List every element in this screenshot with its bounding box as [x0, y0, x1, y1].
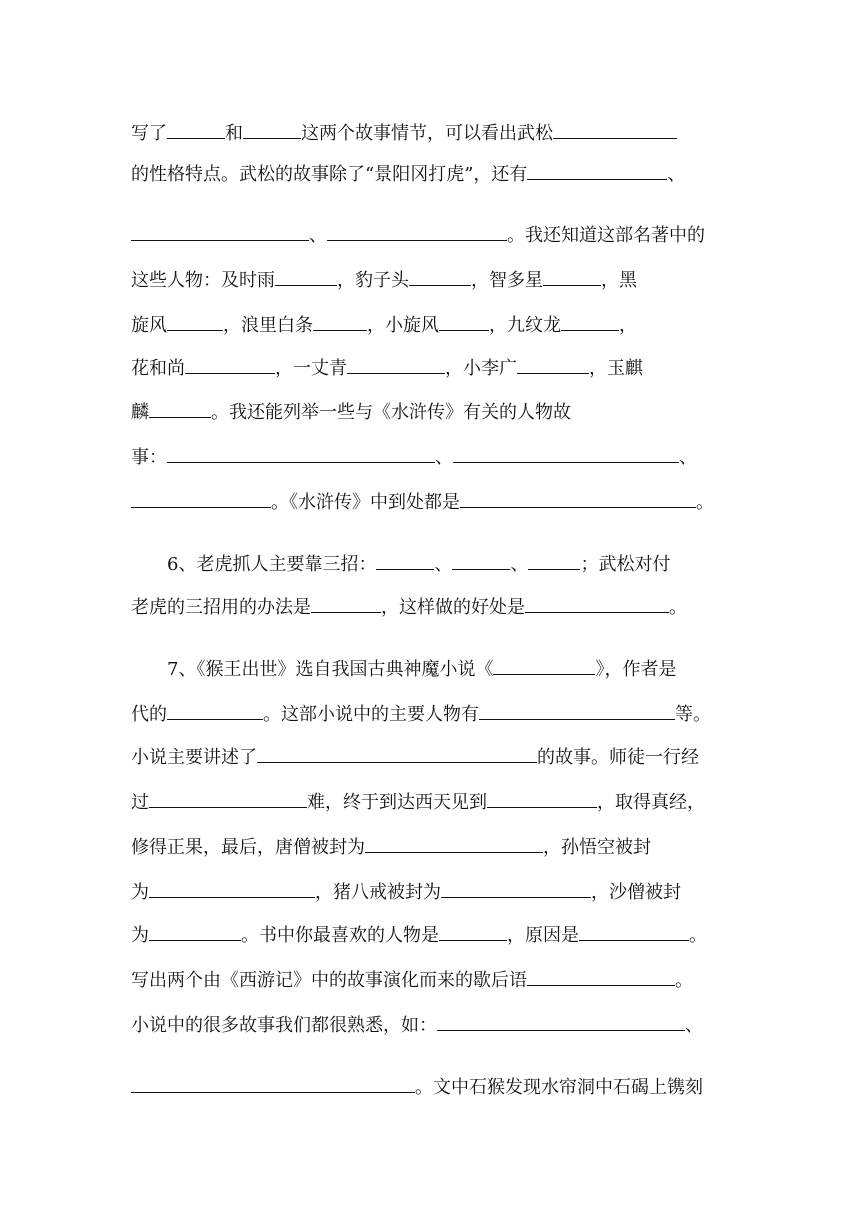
text-segment: 等。	[675, 704, 711, 725]
text-line-5	[131, 312, 731, 336]
text-segment: ，小旋风	[367, 315, 439, 336]
text-segment: 、	[679, 447, 697, 468]
text-segment: 的故事。师徒一行经	[537, 747, 699, 768]
text-line-12	[131, 656, 731, 680]
text-segment: ，智多星	[471, 270, 543, 291]
text-line-2	[131, 161, 731, 185]
fill-in-blank[interactable]	[452, 551, 510, 570]
text-segment: 为	[131, 925, 149, 946]
fill-in-blank[interactable]	[409, 267, 471, 286]
text-segment: ，	[619, 315, 637, 336]
text-line-1	[131, 120, 731, 144]
text-segment: 写出两个由《西游记》中的故事演化而来的歇后语	[131, 970, 527, 991]
text-segment: 、	[685, 1015, 703, 1036]
text-segment: 和	[225, 123, 243, 144]
fill-in-blank[interactable]	[327, 222, 507, 241]
text-segment: 、	[667, 164, 686, 185]
text-segment: 》，作者是	[595, 659, 677, 680]
fill-in-blank[interactable]	[167, 120, 225, 139]
fill-in-blank[interactable]	[131, 489, 271, 508]
text-segment: 。	[675, 970, 693, 991]
fill-in-blank[interactable]	[579, 922, 689, 941]
fill-in-blank[interactable]	[365, 834, 543, 853]
fill-in-blank[interactable]	[543, 267, 601, 286]
fill-in-blank[interactable]	[439, 922, 507, 941]
fill-in-blank[interactable]	[528, 551, 580, 570]
text-segment: 。《水浒传》中到处都是	[271, 492, 460, 513]
text-line-9	[131, 489, 731, 513]
text-segment: 花和尚	[131, 358, 185, 379]
fill-in-blank[interactable]	[275, 267, 337, 286]
fill-in-blank[interactable]	[131, 222, 309, 241]
text-line-11	[131, 594, 731, 618]
fill-in-blank[interactable]	[243, 120, 301, 139]
fill-in-blank[interactable]	[437, 1012, 685, 1031]
text-segment: 、	[434, 554, 453, 575]
text-segment: 这些人物：及时雨	[131, 270, 275, 291]
text-line-8	[131, 444, 731, 468]
text-segment: 6、老虎抓人主要靠三招：	[131, 554, 377, 575]
fill-in-blank[interactable]	[561, 312, 619, 331]
text-line-19	[131, 967, 731, 991]
fill-in-blank[interactable]	[517, 355, 589, 374]
fill-in-blank[interactable]	[347, 355, 445, 374]
text-segment: 。文中石猴发现水帘洞中石碣上镌刻	[415, 1077, 703, 1098]
fill-in-blank[interactable]	[493, 656, 595, 675]
text-line-16	[131, 834, 731, 858]
text-segment: 、	[510, 554, 529, 575]
text-segment: 、	[435, 447, 453, 468]
text-segment: 。	[696, 492, 714, 513]
text-segment: 老虎的三招用的办法是	[131, 597, 311, 618]
fill-in-blank[interactable]	[167, 701, 263, 720]
text-segment: 修得正果，最后，唐僧被封为	[131, 837, 365, 858]
text-segment: 。	[669, 597, 687, 618]
text-segment: 麟	[131, 402, 149, 423]
text-segment: 。书中你最喜欢的人物是	[241, 925, 439, 946]
text-line-15	[131, 789, 731, 813]
fill-in-blank[interactable]	[149, 879, 315, 898]
fill-in-blank[interactable]	[131, 1074, 415, 1093]
fill-in-blank[interactable]	[313, 312, 367, 331]
text-segment: ，取得真经，	[597, 792, 705, 813]
text-segment: 写了	[131, 123, 167, 144]
text-segment: 、	[309, 225, 327, 246]
text-segment: 旋风	[131, 315, 167, 336]
text-segment: 。我还知道这部名著中的	[507, 225, 705, 246]
text-line-4	[131, 267, 731, 291]
fill-in-blank[interactable]	[167, 312, 223, 331]
text-segment: ，一丈青	[275, 358, 347, 379]
text-line-3	[131, 222, 731, 246]
text-line-7	[131, 399, 731, 423]
text-segment: ，原因是	[507, 925, 579, 946]
text-segment: 。这部小说中的主要人物有	[263, 704, 479, 725]
text-line-18	[131, 922, 731, 946]
text-segment: 小说中的很多故事我们都很熟悉，如：	[131, 1015, 437, 1036]
text-segment: 这两个故事情节，可以看出武松	[301, 123, 553, 144]
fill-in-blank[interactable]	[376, 551, 434, 570]
text-line-17	[131, 879, 731, 903]
text-segment: 。我还能列举一些与《水浒传》有关的人物故	[211, 402, 571, 423]
fill-in-blank[interactable]	[185, 355, 275, 374]
fill-in-blank[interactable]	[311, 594, 381, 613]
text-segment: 7、《猴王出世》选自我国古典神魔小说《	[131, 659, 494, 680]
fill-in-blank[interactable]	[527, 161, 667, 180]
text-segment: 过	[131, 792, 149, 813]
text-line-6	[131, 355, 731, 379]
text-segment: 难，终于到达西天见到	[307, 792, 487, 813]
fill-in-blank[interactable]	[149, 922, 241, 941]
text-segment: 。	[689, 925, 707, 946]
text-line-10	[131, 551, 731, 575]
fill-in-blank[interactable]	[149, 789, 307, 808]
fill-in-blank[interactable]	[525, 594, 669, 613]
text-segment: ，九纹龙	[489, 315, 561, 336]
text-segment: ，猪八戒被封为	[315, 882, 441, 903]
text-segment: 的性格特点。武松的故事除了“景阳冈打虎”，还有	[131, 164, 528, 185]
fill-in-blank[interactable]	[149, 399, 211, 418]
fill-in-blank[interactable]	[441, 879, 591, 898]
text-segment: 小说主要讲述了	[131, 747, 257, 768]
text-line-20	[131, 1012, 731, 1036]
text-segment: ，孙悟空被封	[543, 837, 651, 858]
text-segment: ，黑	[601, 270, 637, 291]
fill-in-blank[interactable]	[553, 120, 677, 139]
fill-in-blank[interactable]	[453, 444, 679, 463]
text-segment: ，浪里白条	[223, 315, 313, 336]
fill-in-blank[interactable]	[487, 789, 597, 808]
text-segment: 为	[131, 882, 149, 903]
text-line-14	[131, 744, 731, 768]
text-segment: 事：	[131, 447, 167, 468]
text-segment: ，这样做的好处是	[381, 597, 525, 618]
fill-in-blank[interactable]	[479, 701, 675, 720]
fill-in-blank[interactable]	[167, 444, 435, 463]
text-line-13	[131, 701, 731, 725]
text-segment: ，沙僧被封	[591, 882, 681, 903]
text-segment: ，豹子头	[337, 270, 409, 291]
text-segment: 代的	[131, 704, 167, 725]
text-segment: ，玉麒	[589, 358, 643, 379]
fill-in-blank[interactable]	[257, 744, 537, 763]
fill-in-blank[interactable]	[527, 967, 675, 986]
fill-in-blank[interactable]	[460, 489, 696, 508]
text-segment: ，小李广	[445, 358, 517, 379]
fill-in-blank[interactable]	[439, 312, 489, 331]
text-segment: ；武松对付	[580, 554, 671, 575]
text-line-21	[131, 1074, 731, 1098]
